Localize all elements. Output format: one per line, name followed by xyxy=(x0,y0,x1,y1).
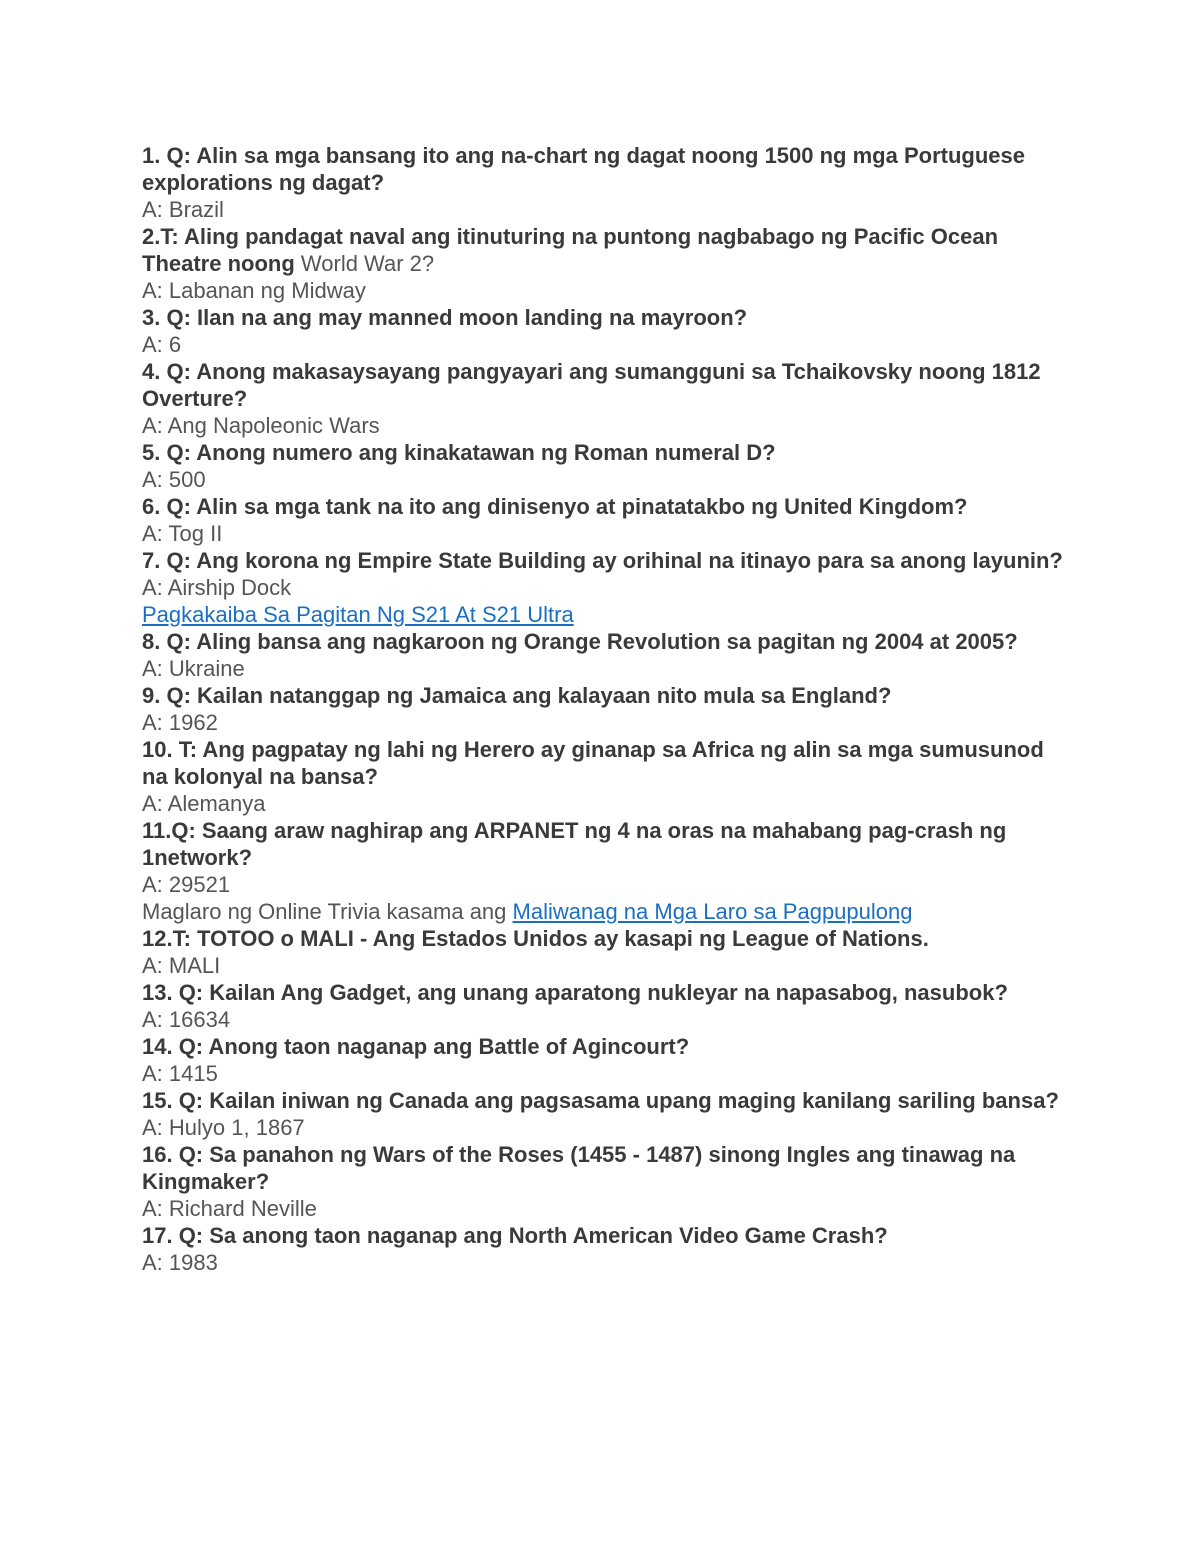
answer-4: A: Ang Napoleonic Wars xyxy=(142,413,380,438)
answer-1: A: Brazil xyxy=(142,197,224,222)
question-1: 1. Q: Alin sa mga bansang ito ang na-chart ng dagat noong 1500 ng mga Portuguese explorations ng dagat? xyxy=(142,143,1025,195)
answer-14: A: 1415 xyxy=(142,1061,218,1086)
answer-9: A: 1962 xyxy=(142,710,218,735)
answer-7: A: Airship Dock xyxy=(142,575,292,600)
question-3: 3. Q: Ilan na ang may manned moon landing na mayroon? xyxy=(142,305,748,330)
answer-15: A: Hulyo 1, 1867 xyxy=(142,1115,305,1140)
question-9: 9. Q: Kailan natanggap ng Jamaica ang kalayaan nito mula sa England? xyxy=(142,683,892,708)
promo-link[interactable]: Maliwanag na Mga Laro sa Pagpupulong xyxy=(512,899,913,924)
question-2-text: 2.T: Aling pandagat naval ang itinuturing na puntong nagbabago ng Pacific Ocean Theatre noong xyxy=(142,224,999,276)
question-13: 13. Q: Kailan Ang Gadget, ang unang aparatong nukleyar na napasabog, nasubok? xyxy=(142,980,1008,1005)
trivia-document xyxy=(142,142,1072,1276)
question-7: 7. Q: Ang korona ng Empire State Building ay orihinal na itinayo para sa anong layunin? xyxy=(142,548,1063,573)
answer-6: A: Tog II xyxy=(142,521,223,546)
answer-11: A: 29521 xyxy=(142,872,231,897)
question-5: 5. Q: Anong numero ang kinakatawan ng Roman numeral D? xyxy=(142,440,776,465)
question-2-tail: World War 2? xyxy=(294,251,435,276)
question-11: 11.Q: Saang araw naghirap ang ARPANET ng 4 na oras na mahabang pag-crash ng 1network? xyxy=(142,818,1007,870)
answer-5: A: 500 xyxy=(142,467,206,492)
promo-text: Maglaro ng Online Trivia kasama ang xyxy=(142,899,513,924)
question-6: 6. Q: Alin sa mga tank na ito ang dinisenyo at pinatatakbo ng United Kingdom? xyxy=(142,494,968,519)
answer-3: A: 6 xyxy=(142,332,182,357)
promo-line xyxy=(142,898,1072,925)
question-2 xyxy=(142,223,1072,277)
question-16: 16. Q: Sa panahon ng Wars of the Roses (1455 - 1487) sinong Ingles ang tinawag na Kingmaker? xyxy=(142,1142,1016,1194)
question-10: 10. T: Ang pagpatay ng lahi ng Herero ay ginanap sa Africa ng alin sa mga sumusunod na kolonyal na bansa? xyxy=(142,737,1044,789)
answer-16: A: Richard Neville xyxy=(142,1196,317,1221)
answer-2: A: Labanan ng Midway xyxy=(142,278,366,303)
answer-13: A: 16634 xyxy=(142,1007,231,1032)
answer-12: A: MALI xyxy=(142,953,221,978)
question-8: 8. Q: Aling bansa ang nagkaroon ng Orange Revolution sa pagitan ng 2004 at 2005? xyxy=(142,629,1018,654)
question-14: 14. Q: Anong taon naganap ang Battle of Agincourt? xyxy=(142,1034,690,1059)
question-15: 15. Q: Kailan iniwan ng Canada ang pagsasama upang maging kanilang sariling bansa? xyxy=(142,1088,1059,1113)
answer-17: A: 1983 xyxy=(142,1250,218,1275)
related-article-link[interactable]: Pagkakaiba Sa Pagitan Ng S21 At S21 Ultra xyxy=(142,602,574,627)
answer-8: A: Ukraine xyxy=(142,656,245,681)
question-17: 17. Q: Sa anong taon naganap ang North American Video Game Crash? xyxy=(142,1223,888,1248)
question-12: 12.T: TOTOO o MALI - Ang Estados Unidos ay kasapi ng League of Nations. xyxy=(142,926,929,951)
answer-10: A: Alemanya xyxy=(142,791,266,816)
question-4: 4. Q: Anong makasaysayang pangyayari ang sumangguni sa Tchaikovsky noong 1812 Overture? xyxy=(142,359,1041,411)
